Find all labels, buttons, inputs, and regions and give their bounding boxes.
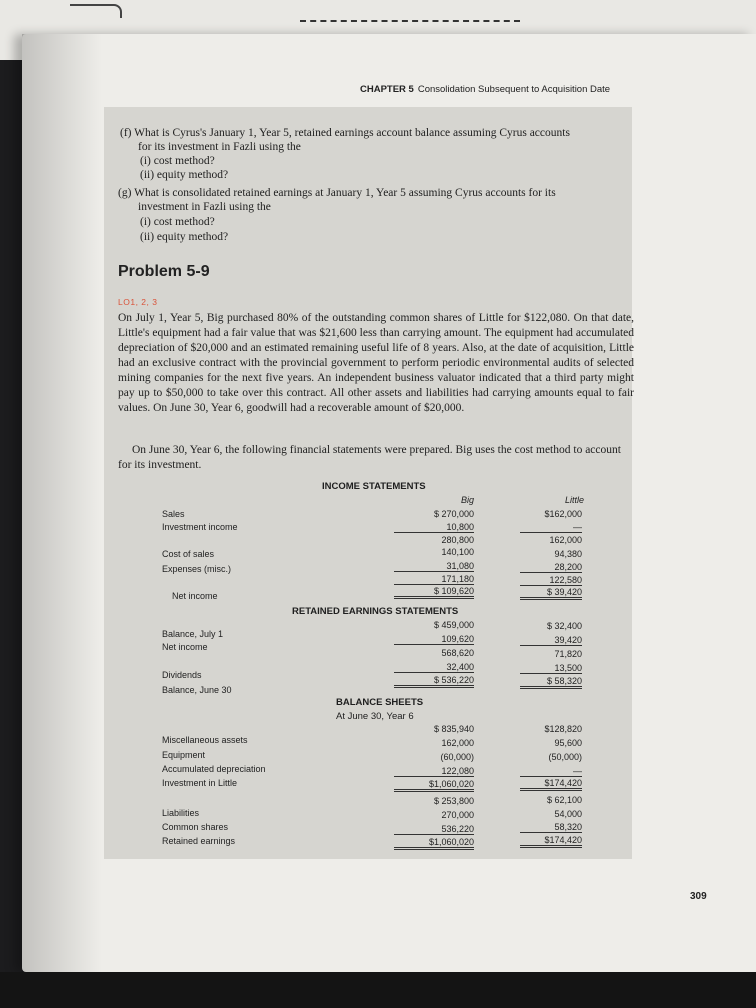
big-value: $ 835,940 bbox=[433, 724, 474, 734]
row-label: Sales bbox=[162, 509, 185, 519]
question-text: What is Cyrus's January 1, Year 5, retained earnings account balance assuming Cyrus accounts bbox=[134, 127, 570, 139]
question-g-line2: investment in Fazli using the bbox=[138, 201, 271, 213]
question-f bbox=[120, 126, 570, 140]
big-value: $1,060,020 bbox=[394, 779, 474, 792]
question-f-ii: (ii) equity method? bbox=[140, 169, 229, 181]
row-label: Dividends bbox=[162, 670, 202, 680]
balance-sheets-subtitle: At June 30, Year 6 bbox=[336, 711, 414, 722]
big-value: 568,620 bbox=[441, 648, 474, 658]
little-value: $ 32,400 bbox=[546, 621, 582, 631]
row-label: Retained earnings bbox=[162, 836, 236, 846]
big-value: $ 459,000 bbox=[433, 620, 474, 630]
running-header bbox=[360, 84, 610, 95]
question-f-i: (i) cost method? bbox=[140, 155, 215, 167]
big-value: $ 253,800 bbox=[433, 796, 474, 806]
row-label: Investment in Little bbox=[162, 778, 238, 788]
problem-paragraph: On July 1, Year 5, Big purchased 80% of the outstanding common shares of Little for $122,080. On that date, Little's equipment had a fair value that was $21,600 less than carrying amount. The equipment had accumulated depreciation of $20,000 and an estimated remaining useful life of 8 years. Also, at the date of acquisition, Little had an exclusive contract with the provincial government to perform periodic environmental audits of selected mining companies for the next five years. An independent business valuator indicated that a third party might pay up to $50,000 to take over this contract. All other assets and liabilities had carrying amounts equal to fair values. On June 30, Year 6, goodwill had a recoverable amount of $20,000. bbox=[118, 312, 634, 414]
col-big-header: Big bbox=[460, 495, 474, 505]
little-value: $174,420 bbox=[520, 778, 582, 791]
big-value: 162,000 bbox=[441, 738, 474, 748]
problem-paragraph-2: On June 30, Year 6, the following financial statements were prepared. Big uses the cost method to account for its investment. bbox=[118, 444, 621, 471]
learning-objectives: LO1, 2, 3 bbox=[118, 297, 158, 307]
big-value: $1,060,020 bbox=[394, 837, 474, 850]
row-label: Balance, June 30 bbox=[162, 685, 232, 695]
dashed-line bbox=[300, 20, 520, 22]
big-value: 280,800 bbox=[441, 535, 474, 545]
little-value: $ 58,320 bbox=[520, 676, 582, 689]
ink-mark bbox=[70, 4, 122, 18]
little-value: $162,000 bbox=[544, 509, 582, 519]
row-label: Investment income bbox=[162, 522, 238, 532]
row-label: Net income bbox=[172, 591, 218, 601]
big-value: (60,000) bbox=[440, 752, 474, 762]
little-value: 162,000 bbox=[549, 535, 582, 545]
chapter-label: CHAPTER 5 bbox=[360, 84, 414, 95]
little-value: — bbox=[520, 522, 582, 533]
little-value: 122,580 bbox=[520, 575, 582, 586]
retained-earnings-title: RETAINED EARNINGS STATEMENTS bbox=[292, 606, 459, 617]
question-label: (f) bbox=[120, 127, 132, 139]
little-value: 39,420 bbox=[520, 635, 582, 646]
question-g-i: (i) cost method? bbox=[140, 216, 215, 228]
little-value: 94,380 bbox=[554, 549, 582, 559]
little-value: $128,820 bbox=[544, 724, 582, 734]
question-f-line2: for its investment in Fazli using the bbox=[138, 141, 301, 153]
row-label: Net income bbox=[162, 642, 208, 652]
little-value: 13,500 bbox=[520, 663, 582, 674]
balance-sheets-title: BALANCE SHEETS bbox=[336, 697, 424, 708]
question-g-ii: (ii) equity method? bbox=[140, 231, 229, 243]
row-label: Cost of sales bbox=[162, 549, 215, 559]
little-value: $ 39,420 bbox=[520, 587, 582, 600]
row-label: Common shares bbox=[162, 822, 229, 832]
question-g bbox=[118, 186, 556, 200]
question-label: (g) bbox=[118, 187, 132, 199]
big-value: 109,620 bbox=[394, 634, 474, 645]
big-value: 536,220 bbox=[394, 824, 474, 835]
little-value: (50,000) bbox=[548, 752, 582, 762]
row-label: Expenses (misc.) bbox=[162, 564, 232, 574]
big-value: $ 536,220 bbox=[394, 675, 474, 688]
little-value: 95,600 bbox=[554, 738, 582, 748]
row-label: Liabilities bbox=[162, 808, 200, 818]
dark-background-edge bbox=[0, 972, 756, 1008]
big-value: $ 109,620 bbox=[394, 586, 474, 599]
big-value: 140,100 bbox=[441, 547, 474, 557]
big-value: $ 270,000 bbox=[433, 509, 474, 519]
row-label: Accumulated depreciation bbox=[162, 764, 266, 774]
big-value: 270,000 bbox=[441, 810, 474, 820]
little-value: $174,420 bbox=[520, 835, 582, 848]
col-little-header: Little bbox=[564, 495, 584, 505]
page-number: 309 bbox=[690, 891, 707, 902]
question-text: What is consolidated retained earnings at January 1, Year 5 assuming Cyrus accounts for its bbox=[134, 187, 556, 199]
little-value: 54,000 bbox=[554, 809, 582, 819]
little-value: 58,320 bbox=[520, 822, 582, 833]
row-label: Balance, July 1 bbox=[162, 629, 224, 639]
little-value: — bbox=[520, 766, 582, 777]
income-statements-title: INCOME STATEMENTS bbox=[322, 481, 426, 492]
row-label: Miscellaneous assets bbox=[162, 735, 248, 745]
big-value: 32,400 bbox=[394, 662, 474, 673]
chapter-title: Consolidation Subsequent to Acquisition Date bbox=[417, 84, 611, 95]
row-label: Equipment bbox=[162, 750, 206, 760]
big-value: 122,080 bbox=[394, 766, 474, 777]
little-value: $ 62,100 bbox=[546, 795, 582, 805]
big-value: 10,800 bbox=[394, 522, 474, 533]
problem-title: Problem 5-9 bbox=[118, 263, 210, 280]
little-value: 28,200 bbox=[520, 562, 582, 573]
big-value: 171,180 bbox=[394, 574, 474, 585]
big-value: 31,080 bbox=[394, 561, 474, 572]
little-value: 71,820 bbox=[554, 649, 582, 659]
